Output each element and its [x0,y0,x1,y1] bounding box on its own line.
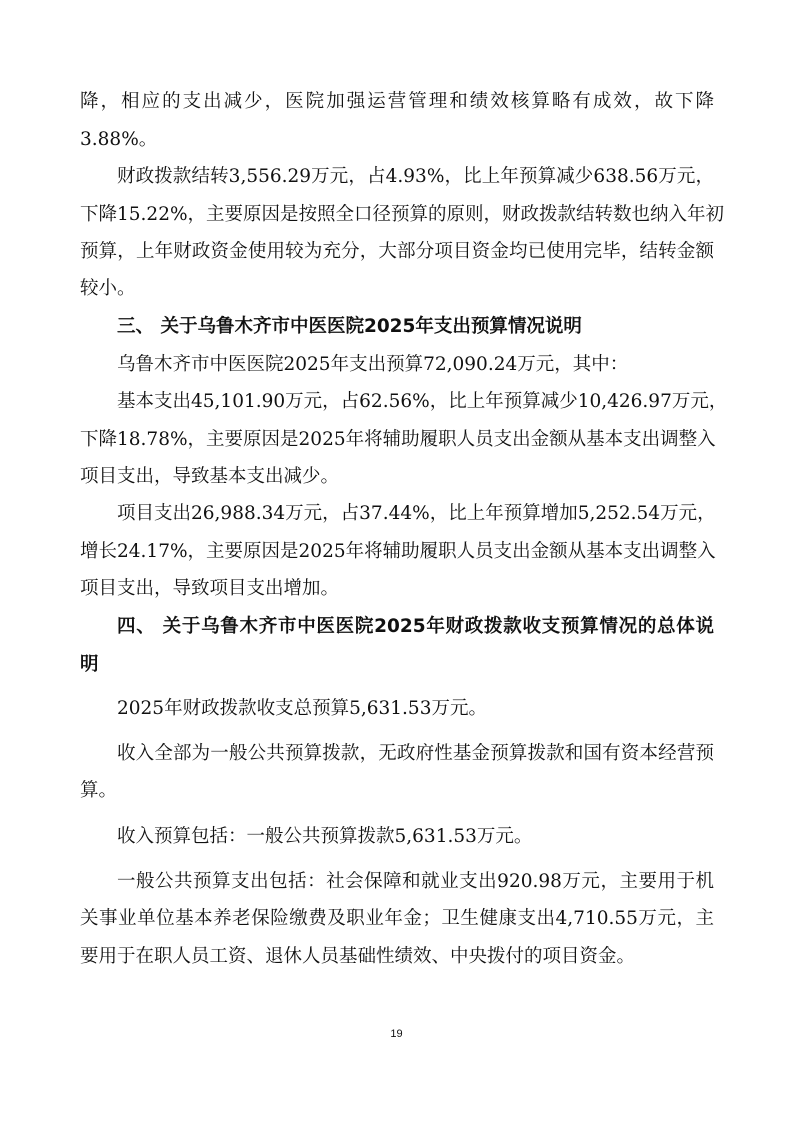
section-heading: 四、 关于乌鲁木齐市中医医院2025年财政拨款收支预算情况的总体说 [117,616,714,637]
paragraph-line: 要用于在职人员工资、退休人员基础性绩效、中央拨付的项目资金。 [80,946,636,967]
section-heading: 三、 关于乌鲁木齐市中医医院2025年支出预算情况说明 [117,316,582,337]
paragraph-line: 下降18.78%，主要原因是2025年将辅助履职人员支出金额从基本支出调整入 [80,429,716,450]
paragraph-line: 项目支出26,988.34万元，占37.44%，比上年预算增加5,252.54万元， [117,503,716,524]
paragraph-line: 下降15.22%，主要原因是按照全口径预算的原则，财政拨款结转数也纳入年初 [80,204,725,225]
paragraph-line: 收入全部为一般公共预算拨款，无政府性基金预算拨款和国有资本经营预 [117,743,714,764]
paragraph-line: 乌鲁木齐市中医医院2025年支出预算72,090.24万元，其中： [117,354,629,375]
section-heading: 明 [80,654,99,675]
paragraph-line: 一般公共预算支出包括：社会保障和就业支出920.98万元，主要用于机 [117,871,714,892]
paragraph-line: 财政拨款结转3,556.29万元，占4.93%，比上年预算减少638.56万元， [117,166,714,187]
paragraph-line: 关事业单位基本养老保险缴费及职业年金；卫生健康支出4,710.55万元，主 [80,908,714,929]
paragraph-line: 项目支出，导致项目支出增加。 [80,578,340,599]
paragraph-line: 增长24.17%，主要原因是2025年将辅助履职人员支出金额从基本支出调整入 [80,541,716,562]
paragraph-line: 2025年财政拨款收支总预算5,631.53万元。 [117,698,487,719]
paragraph-line: 项目支出，导致基本支出减少。 [80,466,340,487]
paragraph-line: 较小。 [80,278,136,299]
paragraph-line: 3.88%。 [80,129,158,150]
paragraph-line: 降，相应的支出减少，医院加强运营管理和绩效核算略有成效，故下降 [80,91,714,112]
paragraph-line: 算。 [80,780,118,801]
paragraph-line: 收入预算包括：一般公共预算拨款5,631.53万元。 [117,826,533,847]
paragraph-line: 预算，上年财政资金使用较为充分，大部分项目资金均已使用完毕，结转金额 [80,241,714,262]
page-number: 19 [390,1028,403,1040]
paragraph-line: 基本支出45,101.90万元，占62.56%，比上年预算减少10,426.97万元， [117,391,728,412]
